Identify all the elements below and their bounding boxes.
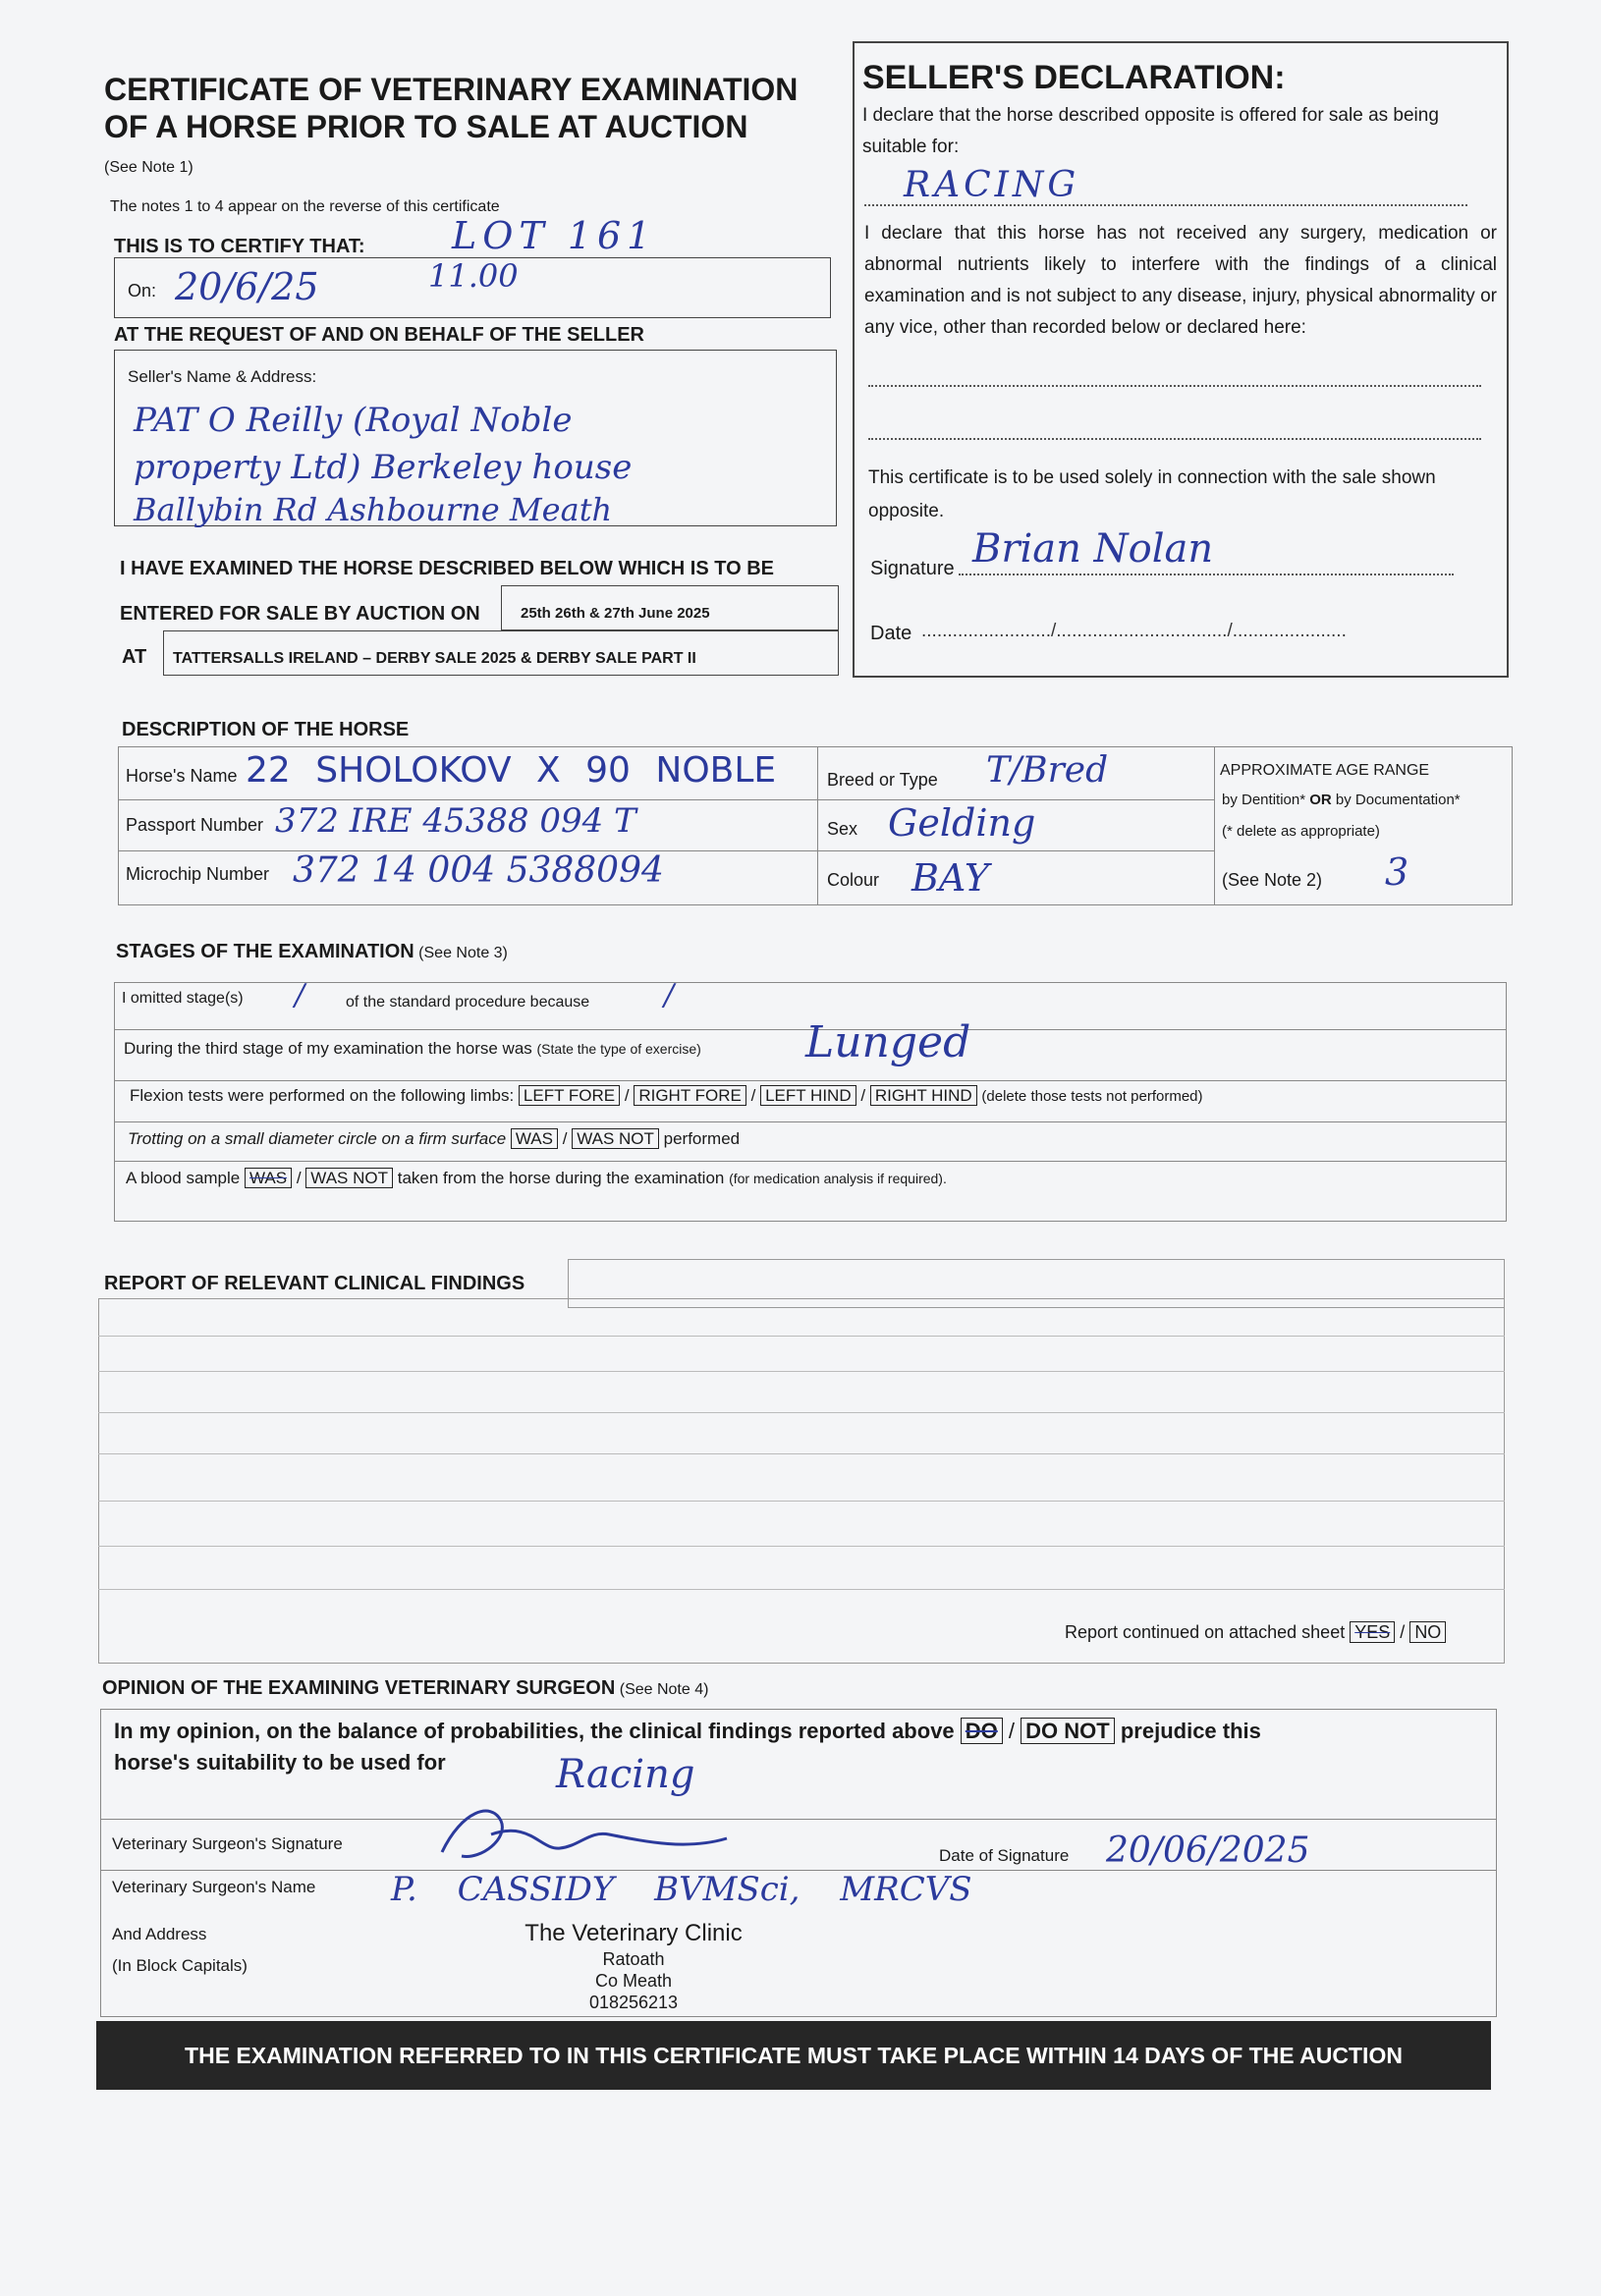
title-line1: CERTIFICATE OF VETERINARY EXAMINATION bbox=[104, 72, 799, 107]
age-or: OR bbox=[1309, 792, 1332, 808]
omitted-stages-value[interactable]: / bbox=[295, 978, 305, 1012]
microchip-number[interactable]: 372 14 004 5388094 bbox=[293, 850, 664, 891]
findings-line-5 bbox=[98, 1501, 1505, 1502]
address-hint: (In Block Capitals) bbox=[112, 1956, 248, 1975]
passport-number[interactable]: 372 IRE 45388 094 T bbox=[275, 801, 636, 841]
vet-signature[interactable] bbox=[422, 1791, 746, 1870]
continued-slash: / bbox=[1400, 1622, 1406, 1642]
opinion-do[interactable]: DO bbox=[961, 1718, 1003, 1744]
age-by-dentition[interactable]: by Dentition* bbox=[1222, 792, 1306, 808]
signature-line bbox=[959, 574, 1454, 575]
seller-line2[interactable]: property Ltd) Berkeley house bbox=[134, 448, 633, 487]
age-delete-hint: (* delete as appropriate) bbox=[1222, 823, 1380, 840]
horse-name-label: Horse's Name bbox=[126, 766, 238, 786]
auction-dates: 25th 26th & 27th June 2025 bbox=[521, 605, 710, 622]
findings-line-7 bbox=[98, 1589, 1505, 1590]
request-label: AT THE REQUEST OF AND ON BEHALF OF THE SELLER bbox=[114, 324, 644, 346]
seller-name-label: Seller's Name & Address: bbox=[128, 367, 317, 386]
seller-signature[interactable]: Brian Nolan bbox=[972, 526, 1214, 572]
passport-label: Passport Number bbox=[126, 815, 264, 835]
date-of-signature-label: Date of Signature bbox=[939, 1846, 1070, 1865]
third-stage-value[interactable]: Lunged bbox=[805, 1017, 971, 1067]
findings-line-2 bbox=[98, 1371, 1505, 1372]
notes-text: The notes 1 to 4 appear on the reverse of this certificate bbox=[110, 198, 500, 215]
date-of-signature[interactable]: 20/06/2025 bbox=[1106, 1831, 1310, 1871]
report-continued-text: Report continued on attached sheet bbox=[1065, 1622, 1346, 1642]
description-row-line-3 bbox=[817, 799, 1214, 800]
clinic-stamp bbox=[491, 1919, 776, 2013]
trot-slash: / bbox=[562, 1129, 568, 1148]
breed-label: Breed or Type bbox=[827, 770, 938, 790]
date-label: Date bbox=[870, 623, 912, 644]
certificate-title bbox=[104, 71, 798, 145]
blood-text: A blood sample bbox=[126, 1169, 241, 1187]
date-placeholder[interactable]: ........................./................................./...................... bbox=[921, 621, 1347, 641]
sex-value[interactable]: Gelding bbox=[888, 801, 1036, 845]
trot-was-not[interactable]: WAS NOT bbox=[572, 1128, 659, 1149]
opinion-heading: OPINION OF THE EXAMINING VETERINARY SURGEON bbox=[102, 1677, 616, 1699]
footer-banner bbox=[96, 2021, 1491, 2090]
age-by-documentation[interactable]: by Documentation* bbox=[1335, 792, 1461, 808]
third-stage-text bbox=[124, 1039, 701, 1059]
findings-line-4 bbox=[98, 1453, 1505, 1454]
trot-row bbox=[128, 1129, 740, 1149]
description-title: DESCRIPTION OF THE HORSE bbox=[122, 719, 410, 740]
age-methods bbox=[1222, 792, 1461, 808]
blood-slash: / bbox=[296, 1169, 302, 1187]
opinion-text-3: horse's suitability to be used for bbox=[114, 1750, 446, 1775]
microchip-label: Microchip Number bbox=[126, 864, 270, 884]
limb-left-hind[interactable]: LEFT HIND bbox=[760, 1085, 856, 1106]
continued-no[interactable]: NO bbox=[1409, 1621, 1446, 1643]
blood-suffix: taken from the horse during the examination bbox=[397, 1169, 725, 1187]
third-stage-hint: (State the type of exercise) bbox=[536, 1041, 701, 1057]
stamp-line1: The Veterinary Clinic bbox=[524, 1920, 743, 1946]
examined-label: I HAVE EXAMINED THE HORSE DESCRIBED BELOW WHICH IS TO BE bbox=[120, 558, 774, 579]
flexion-text: Flexion tests were performed on the following limbs: bbox=[130, 1086, 515, 1105]
suitable-for-value[interactable]: RACING bbox=[904, 165, 1080, 205]
age-value[interactable]: 3 bbox=[1385, 850, 1409, 894]
limb-left-fore[interactable]: LEFT FORE bbox=[519, 1085, 620, 1106]
flexion-slash-3: / bbox=[860, 1086, 866, 1105]
findings-line-6 bbox=[98, 1546, 1505, 1547]
address-label: And Address bbox=[112, 1925, 207, 1943]
opinion-slash: / bbox=[1008, 1719, 1016, 1743]
opinion-statement bbox=[114, 1719, 1261, 1744]
description-divider-2 bbox=[1214, 746, 1215, 905]
omitted-suffix: of the standard procedure because bbox=[346, 994, 590, 1011]
description-row-line-4 bbox=[817, 850, 1214, 851]
blood-was-not[interactable]: WAS NOT bbox=[305, 1168, 393, 1188]
continued-yes[interactable]: YES bbox=[1350, 1621, 1395, 1643]
seller-line1[interactable]: PAT O Reilly (Royal Noble bbox=[134, 401, 573, 440]
stages-title bbox=[116, 941, 508, 963]
findings-box[interactable] bbox=[98, 1298, 1505, 1664]
blood-was[interactable]: WAS bbox=[245, 1168, 292, 1188]
sex-label: Sex bbox=[827, 819, 858, 839]
opinion-row-line-1 bbox=[100, 1819, 1497, 1820]
stages-row-line-3 bbox=[114, 1121, 1507, 1122]
opinion-do-not[interactable]: DO NOT bbox=[1021, 1718, 1115, 1744]
opinion-text-1: In my opinion, on the balance of probabilities, the clinical findings reported above bbox=[114, 1719, 955, 1743]
description-divider-1 bbox=[817, 746, 818, 905]
vet-name[interactable]: P. CASSIDY BVMSci, MRCVS bbox=[391, 1870, 972, 1909]
title-line2: OF A HORSE PRIOR TO SALE AT AUCTION bbox=[104, 109, 748, 144]
breed-value[interactable]: T/Bred bbox=[986, 750, 1109, 791]
seller-declaration-title: SELLER'S DECLARATION: bbox=[862, 59, 1286, 96]
seller-line3[interactable]: Ballybin Rd Ashbourne Meath bbox=[134, 491, 613, 528]
omitted-reason-value[interactable]: / bbox=[664, 978, 675, 1012]
vet-name-label: Veterinary Surgeon's Name bbox=[112, 1878, 316, 1896]
omitted-prefix: I omitted stage(s) bbox=[122, 990, 244, 1007]
flexion-hint: (delete those tests not performed) bbox=[981, 1088, 1203, 1105]
flexion-row bbox=[130, 1086, 1203, 1106]
stages-row-line-4 bbox=[114, 1161, 1507, 1162]
flexion-slash-2: / bbox=[750, 1086, 756, 1105]
colour-label: Colour bbox=[827, 870, 880, 890]
stamp-line3: Co Meath bbox=[594, 1971, 673, 1991]
stages-row-line-2 bbox=[114, 1080, 1507, 1081]
see-note-3: (See Note 3) bbox=[418, 945, 508, 961]
lot-number[interactable]: LOT 161 bbox=[452, 214, 657, 257]
age-see-note: (See Note 2) bbox=[1222, 870, 1323, 890]
signature-label: Signature bbox=[870, 558, 955, 579]
exam-date[interactable]: 20/6/25 bbox=[175, 265, 319, 308]
colour-value[interactable]: BAY bbox=[911, 856, 989, 900]
limb-right-hind[interactable]: RIGHT HIND bbox=[870, 1085, 977, 1106]
on-label: On: bbox=[128, 281, 157, 301]
entered-label: ENTERED FOR SALE BY AUCTION ON bbox=[120, 603, 480, 625]
report-continued-row bbox=[1065, 1622, 1446, 1643]
see-note-4: (See Note 4) bbox=[619, 1681, 709, 1698]
vet-signature-label: Veterinary Surgeon's Signature bbox=[112, 1834, 343, 1853]
horse-name[interactable]: 22 SHOLOKOV X 90 NOBLE bbox=[246, 750, 777, 791]
opinion-text-2: prejudice this bbox=[1120, 1719, 1261, 1743]
see-note-1: (See Note 1) bbox=[104, 159, 193, 176]
declaration-line-1 bbox=[868, 385, 1481, 387]
declaration-line-2 bbox=[868, 438, 1481, 440]
stamp-line2: Ratoath bbox=[602, 1949, 665, 1969]
description-row-line-1 bbox=[118, 799, 817, 800]
trot-was[interactable]: WAS bbox=[511, 1128, 558, 1149]
declaration-text-3: This certificate is to be used solely in connection with the sale shown opposite. bbox=[868, 467, 1436, 521]
sale-name: TATTERSALLS IRELAND – DERBY SALE 2025 & DERBY SALE PART II bbox=[173, 650, 696, 667]
stamp-line4: 018256213 bbox=[588, 1993, 679, 2012]
at-label: AT bbox=[122, 646, 147, 668]
opinion-used-for[interactable]: Racing bbox=[556, 1752, 695, 1797]
exam-time[interactable]: 11.00 bbox=[428, 257, 519, 295]
flexion-slash-1: / bbox=[624, 1086, 630, 1105]
stages-heading: STAGES OF THE EXAMINATION bbox=[116, 941, 414, 962]
age-title: APPROXIMATE AGE RANGE bbox=[1220, 762, 1430, 779]
findings-title: REPORT OF RELEVANT CLINICAL FINDINGS bbox=[104, 1273, 525, 1294]
declaration-text-1: I declare that the horse described opposite is offered for sale as being suitable for: bbox=[862, 105, 1439, 157]
footer-banner-text: THE EXAMINATION REFERRED TO IN THIS CERTIFICATE MUST TAKE PLACE WITHIN 14 DAYS OF THE AUCTION bbox=[185, 2042, 1403, 2068]
trot-text: Trotting on a small diameter circle on a firm surface bbox=[128, 1129, 507, 1148]
findings-line-3 bbox=[98, 1412, 1505, 1413]
blood-row bbox=[126, 1169, 947, 1188]
findings-line-1 bbox=[98, 1336, 1505, 1337]
certify-label: THIS IS TO CERTIFY THAT: bbox=[114, 236, 365, 257]
opinion-title bbox=[102, 1677, 708, 1700]
declaration-text-2: I declare that this horse has not received any surgery, medication or abnormal nutrients likely to interfere with the findings of a clinical examination and is not subject to any disease, injury, physical abnormality or any vice, other than recorded below or declared here: bbox=[864, 223, 1497, 338]
third-stage-label: During the third stage of my examination the horse was bbox=[124, 1039, 532, 1058]
blood-hint: (for medication analysis if required). bbox=[729, 1171, 947, 1186]
limb-right-fore[interactable]: RIGHT FORE bbox=[634, 1085, 746, 1106]
trot-performed: performed bbox=[663, 1129, 741, 1148]
